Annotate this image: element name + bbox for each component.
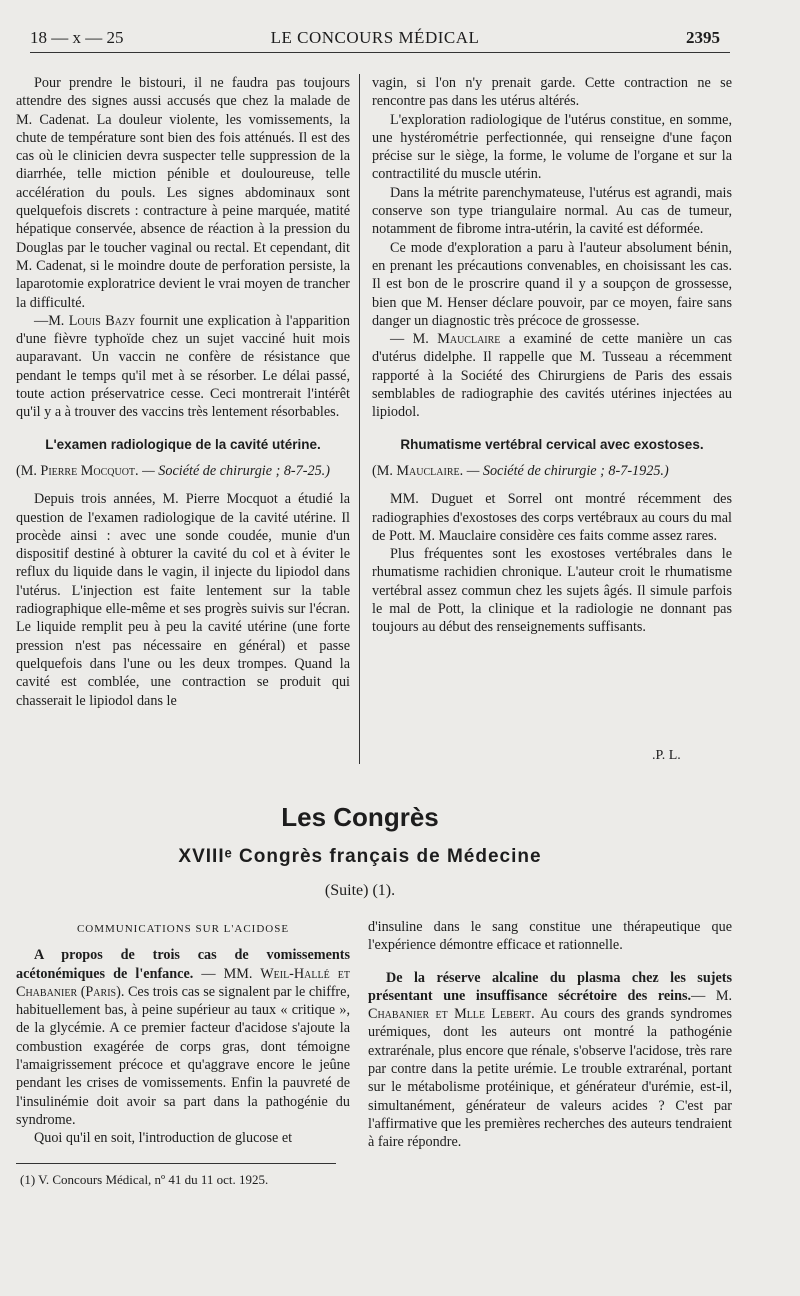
paragraph: vagin, si l'on n'y prenait garde. Cette contraction ne se rencontre pas dans les utérus altérés. — [372, 75, 732, 110]
header-page-number: 2395 — [686, 28, 720, 47]
authors: — M. Chabanier et Mlle Lebert. — [368, 987, 732, 1023]
column-divider — [359, 74, 360, 764]
header-rule — [30, 52, 730, 53]
communications-heading: COMMUNICATIONS SUR L'ACIDOSE — [76, 923, 290, 935]
paragraph: De la réserve alcaline du plasma chez les sujets présentant une insuffisance sécrétoire des reins.— M. Chabanier et Mlle Lebert. Au cours des grands syndromes urémiques, dont les auteurs ont montré la pathogénie extrarénale, plus encore que rénale, s'observe l'acidose, très rare par contre dans la petite urémie. Le trouble extrarénal, portant sur le métabolisme protéinique, et générateur d'urémie, est-il, simultanément, générateur de valeurs acides ? C'est par l'affirmative que les premières recherches des auteurs tendraient à faire répondre. — [368, 969, 732, 1151]
section-subtitle: XVIIIᵉ Congrès français de Médecine — [178, 846, 542, 867]
paragraph: Pour prendre le bistouri, il ne faudra pas toujours attendre des signes aussi accusés que chez la malade de M. Cadenat. La douleur violente, les vomissements, la chute de température sont bien des fois atténués. Il est des cas où le clinicien devra suspecter telle suppression de la diarrhée, telle miction pénible et douloureuse, telle accélération du pouls. Les signes abdominaux sont quelquefois discrets : contracture à peine marquée, matité hépatique conservée, absence de réaction à la pression du Douglas par le toucher vaginal ou rectal. Et cependant, dit M. Cadenat, si le moindre doute de perforation persiste, la laparotomie exploratrice devient le vrai moyen de trancher la difficulté. — [16, 75, 350, 311]
left-column-bottom — [16, 920, 350, 1148]
footnote-rule — [16, 1163, 336, 1164]
article-reference: (M. Pierre Mocquot. — Société de chirurgie ; 8-7-25.) — [16, 462, 330, 479]
article-reference: (M. Mauclaire. — Société de chirurgie ; 8-7-1925.) — [372, 462, 669, 479]
header-journal: LE CONCOURS MÉDICAL — [270, 28, 480, 47]
paragraph: d'insuline dans le sang constitue une thérapeutique que l'expérience démontre efficace et rationnelle. — [368, 919, 732, 954]
right-column-bottom — [368, 918, 732, 1152]
paragraph: L'exploration radiologique de l'utérus constitue, en somme, une hystérométrie perfectionnée, qui renseigne d'une façon précise sur le siège, la forme, le volume de l'organe et sur la contractilité du muscle utérin. — [372, 111, 732, 183]
paragraph: Quoi qu'il en soit, l'introduction de glucose et — [34, 1130, 293, 1147]
footnote: (1) V. Concours Médical, nº 41 du 11 oct. 1925. — [20, 1172, 269, 1187]
author-name: — M. Mauclaire — [390, 331, 501, 348]
left-column-top — [16, 74, 350, 710]
communication-title: A propos de trois cas de vomissements acétonémiques de l'enfance. — [16, 947, 350, 982]
authors: — MM. Weil-Hallé et Chabanier (Paris). — [16, 965, 350, 1000]
communication-title: De la réserve alcaline du plasma chez les sujets présentant une insuffisance sécrétoire des reins. — [368, 969, 732, 1004]
paragraph: — M. Mauclaire a examiné de cette manière un cas d'utérus didelphe. Il rappelle que M. Tusseau a récemment rapporté à la Société des Chirurgiens de Paris des essais semblables de radiographie des cavités utérines injectées au lipiodol. — [372, 331, 732, 421]
paragraph: —M. Louis Bazy fournit une explication à l'apparition d'une fièvre typhoïde chez un sujet vacciné huit mois auparavant. Un vaccin ne confère de résistance que pendant le temps qu'il met à se résorber. Le délai passé, toute action préservatrice cesse. Ceci montrerait l'intérêt qu'il y a à trouver des vaccins très lentement résorbables. — [16, 312, 350, 421]
signature: .P. L. — [652, 748, 681, 763]
paragraph: Depuis trois années, M. Pierre Mocquot a étudié la question de l'examen radiologique de la cavité utérine. Il procède ainsi : avec une sonde coudée, munie d'un dispositif destiné à obturer la cavité du col et à éviter le reflux du liquide dans le vagin, il injecte du lipiodol dans l'utérus. L'injection est faite lentement sur la table radiographique elle-même et ses progrès suivis sur l'écran. Le liquide remplit peu à peu la cavité utérine (une forte pression n'est pas nécessaire en général) et passe quelquefois dans l'une ou les deux trompes. Quand la cavité est comblée, une contraction se produit qui chasserait le lipiodol dans le — [16, 491, 350, 709]
header-date: 18 — x — 25 — [30, 28, 124, 47]
section-continuation: (Suite) (1). — [324, 882, 396, 899]
article-title: Rhumatisme vertébral cervical avec exostoses. — [400, 436, 704, 452]
paragraph: Plus fréquentes sont les exostoses vertébrales dans le rhumatisme rachidien chronique. L'auteur croit le rhumatisme vertébral assez commun chez les sujets âgés. Il simule parfois le mal de Pott, la clinique et la radiologie ne donnant pas toujours au début des renseignements suffisants. — [372, 546, 732, 636]
author-name: —M. Louis Bazy — [34, 312, 136, 329]
paragraph: Dans la métrite parenchymateuse, l'utérus est agrandi, mais conserve son type triangulaire normal. Au cas de tumeur, notamment de fibrome intra-utérin, la cavité est déformée. — [372, 184, 732, 238]
article-title: L'examen radiologique de la cavité utérine. — [45, 436, 321, 452]
paragraph: A propos de trois cas de vomissements acétonémiques de l'enfance. — MM. Weil-Hallé et Chabanier (Paris). Ces trois cas se signalent par le chiffre, habituellement bas, à peine supérieur au taux « critique », de la glycémie. A ce premier facteur d'acidose s'ajoute la combustion exagérée de corps gras, dont témoigne l'amaigrissement précoce et qu'aggrave encore le jeûne pendant les crises de vomissements. Enfin la pauvreté de l'insulinémie doit avoir sa part dans la pathogénie du syndrome. — [16, 947, 350, 1128]
paragraph: Ce mode d'exploration a paru à l'auteur absolument bénin, en prenant les précautions convenables, en choisissant les cas. Il est bon de le proscrire quand il y a soupçon de grossesse, bien que M. Henser déclare pouvoir, par ce moyen, faire sans danger un diagnostic très précoce de grossesse. — [372, 239, 732, 329]
right-column-top — [372, 74, 732, 637]
paragraph: MM. Duguet et Sorrel ont montré récemment des radiographies d'exostoses des corps vertébraux au cours du mal de Pott. M. Mauclaire considère ces faits comme assez rares. — [372, 491, 732, 544]
section-title: Les Congrès — [281, 802, 439, 832]
page-header — [30, 28, 720, 52]
